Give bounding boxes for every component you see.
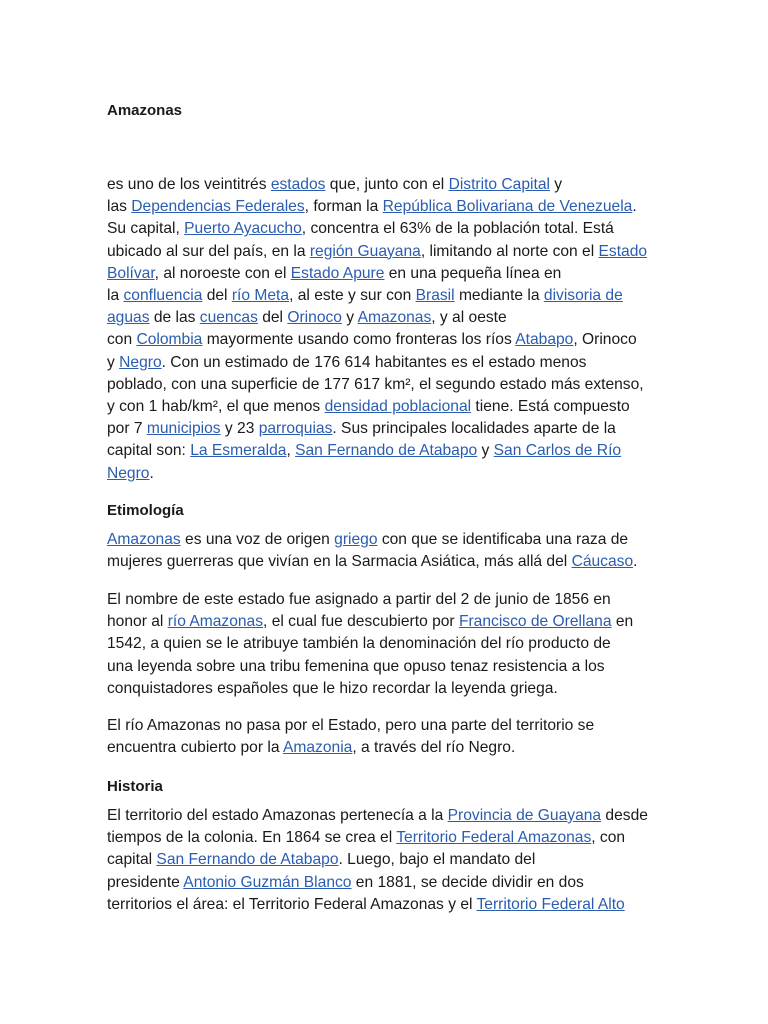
text-run: .	[633, 553, 638, 571]
text-run: capital son:	[107, 442, 191, 460]
inline-link[interactable]: Negro	[107, 464, 150, 482]
text-line	[107, 656, 605, 678]
text-run: honor al	[107, 613, 168, 631]
text-run: mediante la	[454, 287, 544, 304]
text-line	[107, 589, 611, 611]
text-run: la	[107, 287, 124, 304]
text-run: Su capital,	[107, 220, 185, 238]
text-run: , el cual fue descubierto por	[263, 613, 459, 631]
inline-link[interactable]: cuencas	[199, 309, 258, 327]
inline-link[interactable]: República Bolivariana de Venezuela	[382, 198, 633, 216]
text-run: ,	[286, 442, 296, 460]
text-line	[107, 241, 647, 263]
inline-link[interactable]: San Fernando de Atabapo	[156, 851, 339, 869]
inline-link[interactable]: Amazonas	[357, 309, 432, 327]
text-run: tiene. Está compuesto	[471, 398, 630, 415]
text-line	[107, 529, 628, 551]
text-line	[107, 418, 616, 440]
text-line	[107, 263, 561, 285]
text-line	[107, 218, 614, 240]
text-run: , a través del río Negro.	[352, 739, 516, 757]
inline-link[interactable]: Colombia	[136, 331, 203, 349]
text-run: , al este y sur con	[289, 287, 416, 304]
text-run: ubicado al sur del país, en la	[107, 242, 310, 260]
inline-link[interactable]: Brasil	[415, 287, 455, 304]
text-run: por 7	[107, 420, 147, 438]
inline-link[interactable]: Territorio Federal Alto	[476, 895, 625, 913]
text-run: que, junto con el	[325, 176, 449, 193]
text-run: , forman la	[304, 198, 383, 216]
text-line	[107, 374, 644, 396]
text-run: y	[107, 353, 120, 371]
text-run: y 23	[220, 420, 259, 438]
document-title: Amazonas	[107, 102, 183, 119]
text-run: es una voz de origen	[180, 531, 335, 548]
inline-link[interactable]: Estado Apure	[290, 264, 385, 282]
text-line	[107, 849, 535, 871]
text-run: las	[107, 198, 132, 216]
inline-link[interactable]: confluencia	[123, 287, 203, 304]
inline-link[interactable]: Puerto Ayacucho	[184, 220, 302, 238]
text-run: en 1881, se decide dividir en dos	[351, 873, 584, 891]
text-run: y	[477, 442, 494, 460]
inline-link[interactable]: estados	[270, 176, 326, 193]
text-line	[107, 352, 586, 374]
text-run: El nombre de este estado fue asignado a partir del 2 de junio de 1856 en	[107, 591, 611, 608]
text-run: .	[632, 198, 637, 216]
heading-etimologia: Etimología	[107, 502, 184, 519]
inline-link[interactable]: Estado	[598, 242, 648, 260]
text-run: con que se identificaba una raza de	[377, 531, 629, 548]
text-run: mujeres guerreras que vivían en la Sarmacia Asiática, más allá del	[107, 553, 572, 571]
text-line	[107, 805, 648, 827]
text-run: en	[611, 613, 634, 631]
text-run: , concentra el 63% de la población total. Está	[301, 220, 614, 238]
text-run: del	[257, 309, 288, 327]
inline-link[interactable]: Dependencias Federales	[131, 198, 305, 216]
inline-link[interactable]: densidad poblacional	[324, 398, 472, 415]
text-line	[107, 737, 515, 759]
heading-historia: Historia	[107, 778, 163, 795]
inline-link[interactable]: municipios	[146, 420, 221, 438]
inline-link[interactable]: Amazonas	[107, 531, 181, 548]
inline-link[interactable]: río Meta	[231, 287, 290, 304]
text-run: mayormente usando como fronteras los ríos	[202, 331, 516, 349]
text-run: una leyenda sobre una tribu femenina que opuso tenaz resistencia a los	[107, 657, 605, 675]
inline-link[interactable]: Provincia de Guayana	[447, 807, 602, 824]
inline-link[interactable]: San Carlos de Río	[493, 442, 622, 460]
inline-link[interactable]: Distrito Capital	[448, 176, 550, 193]
text-line	[107, 396, 630, 418]
text-run: El territorio del estado Amazonas pertenecía a la	[107, 807, 448, 824]
inline-link[interactable]: Territorio Federal Amazonas	[396, 829, 592, 847]
inline-link[interactable]: Bolívar	[107, 264, 155, 282]
inline-link[interactable]: aguas	[107, 309, 150, 327]
text-line	[107, 463, 154, 485]
text-run: desde	[601, 807, 648, 824]
text-run: El río Amazonas no pasa por el Estado, pero una parte del territorio se	[107, 717, 595, 734]
inline-link[interactable]: Orinoco	[287, 309, 342, 327]
text-run: del	[202, 287, 232, 304]
inline-link[interactable]: San Fernando de Atabapo	[295, 442, 478, 460]
text-line	[107, 633, 611, 655]
text-line	[107, 196, 637, 218]
text-run: , con	[591, 829, 626, 847]
text-line	[107, 551, 637, 573]
inline-link[interactable]: Antonio Guzmán Blanco	[183, 873, 352, 891]
text-line	[107, 715, 594, 737]
text-run: 1542, a quien se le atribuye también la denominación del río producto de	[107, 635, 611, 653]
text-run: presidente	[107, 873, 184, 891]
text-run: . Luego, bajo el mandato del	[338, 851, 536, 869]
text-run: .	[149, 464, 154, 482]
text-line	[107, 440, 621, 462]
text-run: , limitando al norte con el	[420, 242, 599, 260]
text-line	[107, 611, 633, 633]
inline-link[interactable]: Atabapo	[515, 331, 574, 349]
text-line	[107, 174, 562, 196]
text-run: es uno de los veintitrés	[107, 176, 271, 193]
inline-link[interactable]: griego	[334, 531, 378, 548]
text-run: conquistadores españoles que le hizo recordar la leyenda griega.	[107, 679, 558, 697]
text-run: en una pequeña línea en	[384, 264, 562, 282]
text-run: territorios el área: el Territorio Federal Amazonas y el	[107, 895, 477, 913]
text-run: con	[107, 331, 137, 349]
text-run: capital	[107, 851, 157, 869]
inline-link[interactable]: río Amazonas	[167, 613, 264, 631]
text-line	[107, 894, 625, 916]
inline-link[interactable]: región Guayana	[309, 242, 421, 260]
inline-link[interactable]: Cáucaso	[571, 553, 634, 571]
text-run: de las	[149, 309, 200, 327]
text-run: poblado, con una superficie de 177 617 km², el segundo estado más extenso,	[107, 375, 644, 393]
inline-link[interactable]: divisoria de	[543, 287, 623, 304]
text-run: . Con un estimado de 176 614 habitantes es el estado menos	[161, 353, 587, 371]
text-run: y con 1 hab/km², el que menos	[107, 398, 325, 415]
text-line	[107, 827, 625, 849]
text-run: . Sus principales localidades aparte de la	[332, 420, 616, 438]
text-line	[107, 329, 637, 351]
text-line	[107, 307, 507, 329]
inline-link[interactable]: Amazonia	[282, 739, 353, 757]
inline-link[interactable]: Francisco de Orellana	[458, 613, 612, 631]
text-run: y	[341, 309, 358, 327]
text-run: y	[549, 176, 563, 193]
text-line	[107, 872, 584, 894]
text-run: , al noroeste con el	[154, 264, 291, 282]
inline-link[interactable]: Negro	[119, 353, 162, 371]
text-run: encuentra cubierto por la	[107, 739, 283, 757]
inline-link[interactable]: parroquias	[258, 420, 333, 438]
inline-link[interactable]: La Esmeralda	[190, 442, 287, 460]
text-run: , Orinoco	[573, 331, 637, 349]
text-run: tiempos de la colonia. En 1864 se crea el	[107, 829, 397, 847]
text-line	[107, 678, 558, 700]
text-line	[107, 285, 623, 307]
text-run: , y al oeste	[431, 309, 507, 327]
